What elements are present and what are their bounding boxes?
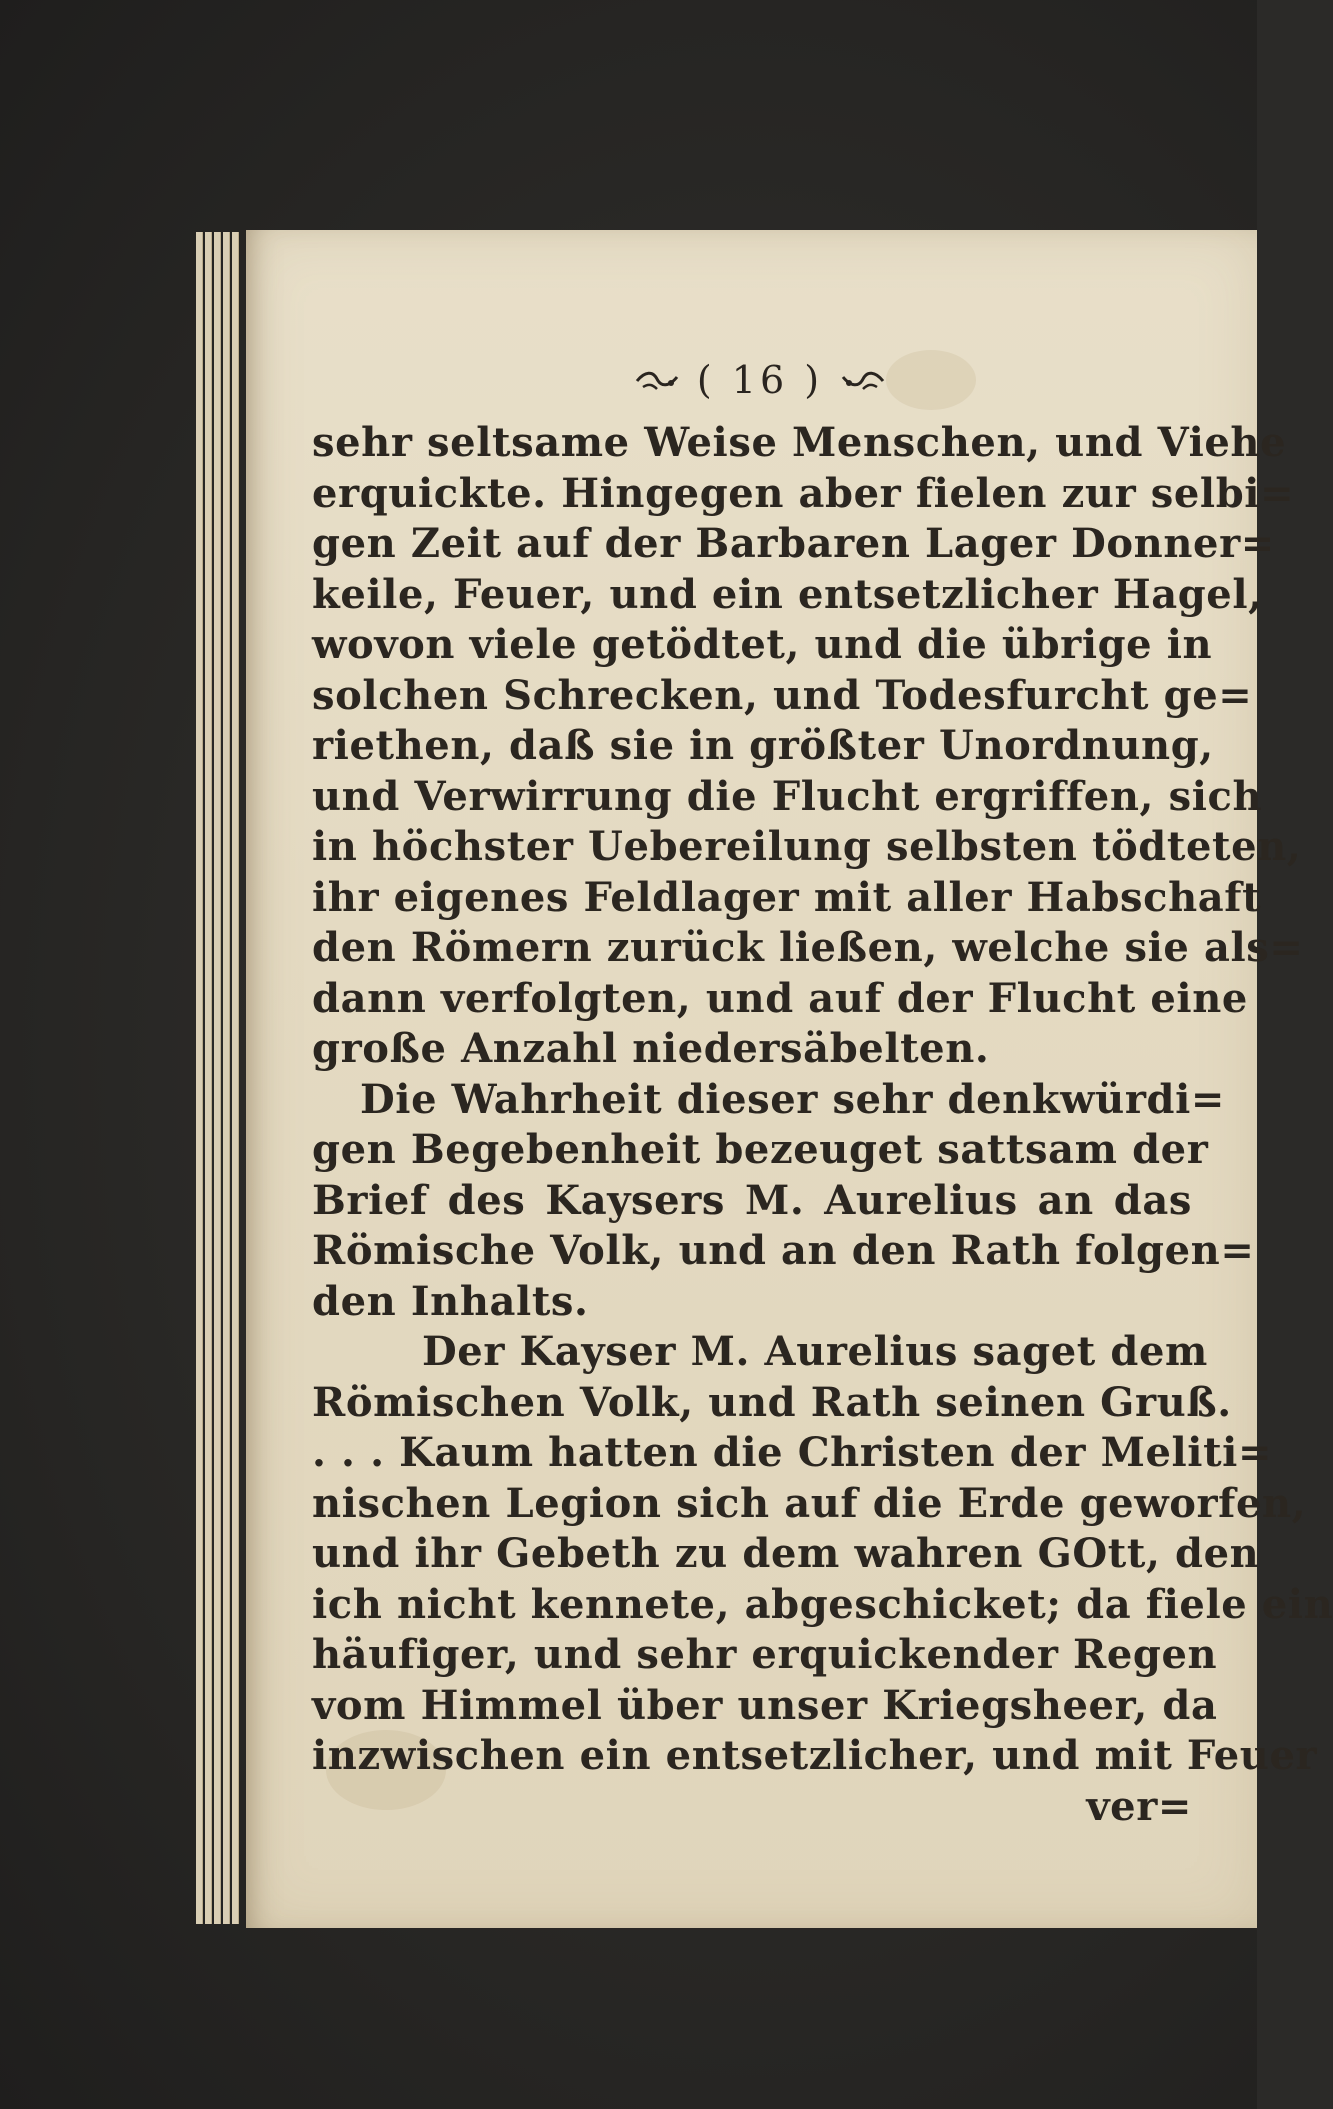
leaf-flourish-icon	[635, 365, 679, 395]
page-edge	[232, 232, 239, 1924]
text-line: den Römern zurück ließen, welche sie als=	[312, 924, 1304, 971]
text-line: vom Himmel über unser Kriegsheer, da	[312, 1681, 1218, 1729]
text-line: nischen Legion sich auf die Erde geworfen,	[312, 1479, 1307, 1527]
text-line: häufiger, und sehr erquickender Regen	[312, 1631, 1218, 1678]
text-line: Römische Volk, und an den Rath folgen=	[312, 1227, 1255, 1274]
page-header	[590, 352, 930, 408]
text-line: gen Zeit auf der Barbaren Lager Donner=	[312, 520, 1275, 567]
text-line: große Anzahl niedersäbelten.	[312, 1025, 990, 1072]
page-number: ( 16 )	[696, 358, 824, 402]
text-line: inzwischen ein entsetzlicher, und mit Feuer	[312, 1732, 1318, 1779]
text-line: Brief des Kaysers M. Aurelius an das	[312, 1176, 1192, 1224]
text-line: wovon viele getödtet, und die übrige in	[312, 621, 1213, 668]
page-edge	[223, 232, 230, 1924]
text-line: ihr eigenes Feldlager mit aller Habschaft	[312, 873, 1262, 921]
text-line: erquickte. Hingegen aber fielen zur selbi=	[312, 469, 1295, 517]
leaf-flourish-icon	[841, 365, 885, 395]
text-line: solchen Schrecken, und Todesfurcht ge=	[312, 671, 1253, 719]
text-line: Die Wahrheit dieser sehr denkwürdi=	[360, 1075, 1226, 1123]
text-line: ich nicht kennete, abgeschicket; da fiele ein	[312, 1580, 1333, 1628]
page-edge	[214, 232, 221, 1924]
text-line: riethen, daß sie in größter Unordnung,	[312, 722, 1214, 769]
text-line: . . . Kaum hatten die Christen der Meliti=	[312, 1429, 1273, 1476]
page-edge	[205, 232, 212, 1924]
page-edge	[196, 232, 203, 1924]
catchword: ver=	[1086, 1782, 1192, 1830]
text-line: Römischen Volk, und Rath seinen Gruß.	[312, 1378, 1232, 1426]
text-line: Der Kayser M. Aurelius saget dem	[422, 1328, 1208, 1375]
text-line: sehr seltsame Weise Menschen, und Viehe	[312, 419, 1287, 466]
body-text	[312, 418, 1333, 1832]
text-line: und ihr Gebeth zu dem wahren GOtt, den	[312, 1530, 1260, 1577]
text-line: in höchster Uebereilung selbsten tödteten,	[312, 823, 1302, 870]
text-line: und Verwirrung die Flucht ergriffen, sich	[312, 772, 1263, 820]
text-line: keile, Feuer, und ein entsetzlicher Hagel,	[312, 570, 1263, 618]
text-line: den Inhalts.	[312, 1277, 589, 1325]
text-line: dann verfolgten, und auf der Flucht eine	[312, 974, 1248, 1022]
text-line: gen Begebenheit bezeuget sattsam der	[312, 1126, 1209, 1173]
